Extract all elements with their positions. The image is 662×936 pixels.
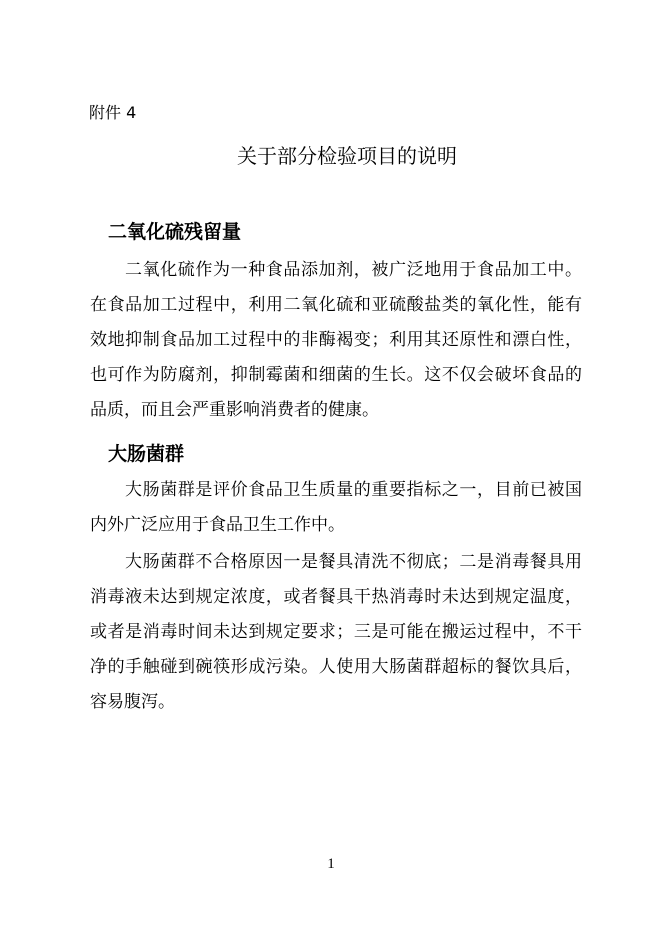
paragraph-sulfur-dioxide: 二氧化硫作为一种食品添加剂，被广泛地用于食品加工中。在食品加工过程中，利用二氧化硫和亚硫酸盐类的氧化性，能有效地抑制食品加工过程中的非酶褐变；利用其还原性和漂白性，也可作为防腐剂，抑制霉菌和细菌的生长。这不仅会破坏食品的品质，而且会严重影响消费者的健康。 (90, 260, 582, 420)
paragraph-coliform-intro: 大肠菌群是评价食品卫生质量的重要指标之一，目前已被国内外广泛应用于食品卫生工作中。 (90, 480, 582, 535)
paragraph-coliform-causes: 大肠菌群不合格原因一是餐具清洗不彻底；二是消毒餐具用消毒液未达到规定浓度，或者餐具干热消毒时未达到规定温度，或者是消毒时间未达到规定要求；三是可能在搬运过程中，不干净的手触碰到碗筷形成污染。人使用大肠菌群超标的餐饮具后，容易腹泻。 (90, 552, 582, 712)
section-heading-coliform: 大肠菌群 (108, 443, 185, 465)
attachment-label: 附件 4 (89, 103, 137, 122)
document-title: 关于部分检验项目的说明 (237, 144, 457, 168)
section-heading-sulfur-dioxide: 二氧化硫残留量 (108, 221, 242, 243)
page-number: 1 (327, 856, 335, 872)
